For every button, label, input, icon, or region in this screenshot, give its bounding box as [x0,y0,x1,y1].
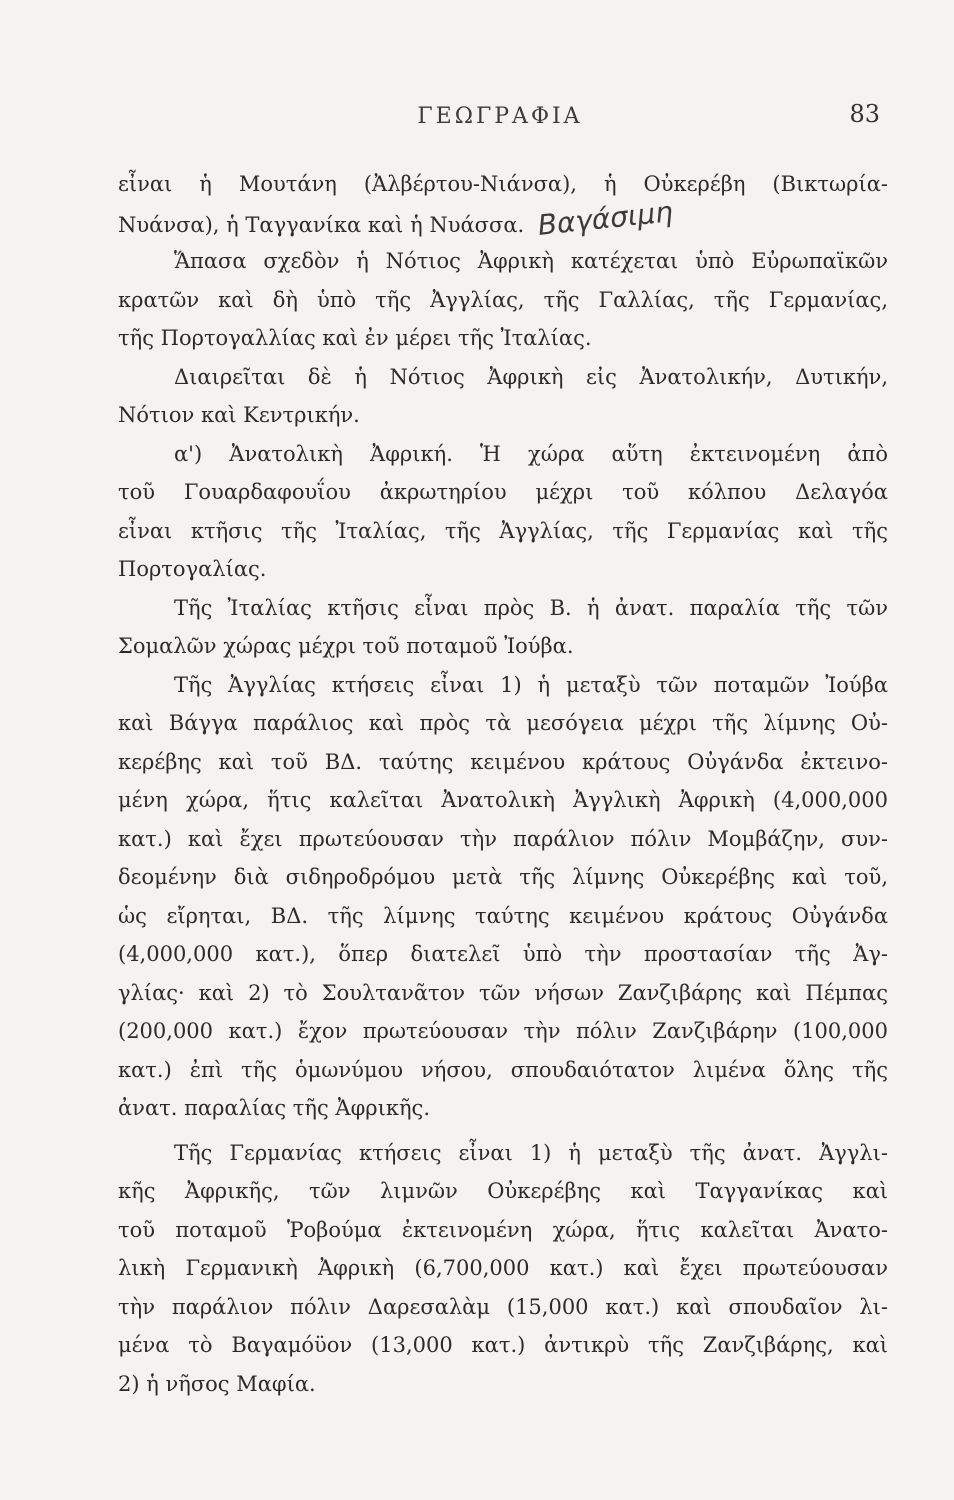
text-line: Τῆς Ἀγγλίας κτήσεις εἶναι 1) ἡ μεταξὺ τῶν ποταμῶν Ἰούβα [174,672,888,697]
text-line: 2) ἡ νῆσος Μαφία. [118,1371,316,1396]
text-line: κῆς Ἀφρικῆς, τῶν λιμνῶν Οὐκερέβης καὶ Ταγγανίκας καὶ [118,1179,888,1203]
text-line: τοῦ ποταμοῦ Ῥοβούμα ἐκτεινομένη χώρα, ἥτις καλεῖται Ἀνατο- [118,1217,888,1242]
text-line: κατ.) καὶ ἔχει πρωτεύουσαν τὴν παράλιον πόλιν Μομβάζην, συν- [118,826,888,851]
text-line: Νότιον καὶ Κεντρικήν. [118,403,360,427]
text-line: μένη χώρα, ἥτις καλεῖται Ἀνατολικὴ Ἀγγλικὴ Ἀφρικὴ (4,000,000 [118,788,888,812]
text-line: κρατῶν καὶ δὴ ὑπὸ τῆς Ἀγγλίας, τῆς Γαλλίας, τῆς Γερμανίας, [118,287,888,312]
text-line: κατ.) ἐπὶ τῆς ὁμωνύμου νήσου, σπουδαιότατον λιμένα ὅλης τῆς [118,1057,888,1082]
text-line: εἶναι κτῆσις τῆς Ἰταλίας, τῆς Ἀγγλίας, τῆς Γερμανίας καὶ τῆς [118,518,888,543]
running-title: ΓΕΩΓΡΑΦΙΑ [417,104,583,129]
text-line: Διαιρεῖται δὲ ἡ Νότιος Ἀφρικὴ εἰς Ἀνατολικήν, Δυτικήν, [174,364,888,389]
page-number: 83 [849,100,880,128]
text-line: Τῆς Γερμανίας κτήσεις εἶναι 1) ἡ μεταξὺ τῆς ἀνατ. Ἀγγλι- [174,1140,888,1165]
text-line: καὶ Βάγγα παράλιος καὶ πρὸς τὰ μεσόγεια μέχρι τῆς λίμνης Οὐ- [118,711,888,735]
text-line: (200,000 κατ.) ἔχον πρωτεύουσαν τὴν πόλιν Ζανζιβάρην (100,000 [118,1019,888,1043]
page-header [120,96,880,136]
text-line: Ἅπασα σχεδὸν ἡ Νότιος Ἀφρικὴ κατέχεται ὑπὸ Εὐρωπαϊκῶν [174,249,888,273]
text-line: τὴν παράλιον πόλιν Δαρεσαλὰμ (15,000 κατ.) καὶ σπουδαῖον λι- [118,1294,888,1319]
text-line: λικὴ Γερμανικὴ Ἀφρικὴ (6,700,000 κατ.) καὶ ἔχει πρωτεύουσαν [118,1256,888,1280]
text-line: Πορτογαλίας. [118,557,267,581]
text-line: μένα τὸ Βαγαμόϋον (13,000 κατ.) ἀντικρὺ τῆς Ζανζιβάρης, καὶ [118,1333,888,1357]
text-line: κερέβης καὶ τοῦ ΒΔ. ταύτης κειμένου κράτους Οὐγάνδα ἐκτεινο- [118,749,888,774]
text-line: Τῆς Ἰταλίας κτῆσις εἶναι πρὸς Β. ἡ ἀνατ. παραλία τῆς τῶν [174,595,888,620]
text-line: εἶναι ἡ Μουτάνη (Ἀλβέρτου-Νιάνσα), ἡ Οὐκερέβη (Βικτωρία- [118,172,888,196]
text-line: ἀνατ. παραλίας τῆς Ἀφρικῆς. [118,1096,430,1120]
text-line: γλίας· καὶ 2) τὸ Σουλτανᾶτον τῶν νήσων Ζανζιβάρης καὶ Πέμπας [118,980,888,1005]
handwritten-note: Βαγάσιμη [536,194,675,242]
body-text [118,165,888,1403]
text-line: τοῦ Γουαρδαφουΐου ἀκρωτηρίου μέχρι τοῦ κόλπου Δελαγόα [118,480,888,504]
text-line-content: Νυάνσα), ἡ Ταγγανίκα καὶ ἡ Νυάσσα. [118,212,525,237]
text-line: δεομένην διὰ σιδηροδρόμου μετὰ τῆς λίμνης Οὐκερέβης καὶ τοῦ, [118,865,888,889]
section-heading-line: α') Ἀνατολικὴ Ἀφρική. Ἡ χώρα αὕτη ἐκτεινομένη ἀπὸ [174,441,888,466]
text-line-with-note [118,194,888,243]
text-line: Σομαλῶν χώρας μέχρι τοῦ ποταμοῦ Ἰούβα. [118,634,574,658]
text-line: ὡς εἴρηται, ΒΔ. τῆς λίμνης ταύτης κειμένου κράτους Οὐγάνδα [118,903,888,928]
text-line: (4,000,000 κατ.), ὅπερ διατελεῖ ὑπὸ τὴν προστασίαν τῆς Ἀγ- [118,942,888,966]
text-line: τῆς Πορτογαλλίας καὶ ἐν μέρει τῆς Ἰταλίας. [118,326,592,350]
